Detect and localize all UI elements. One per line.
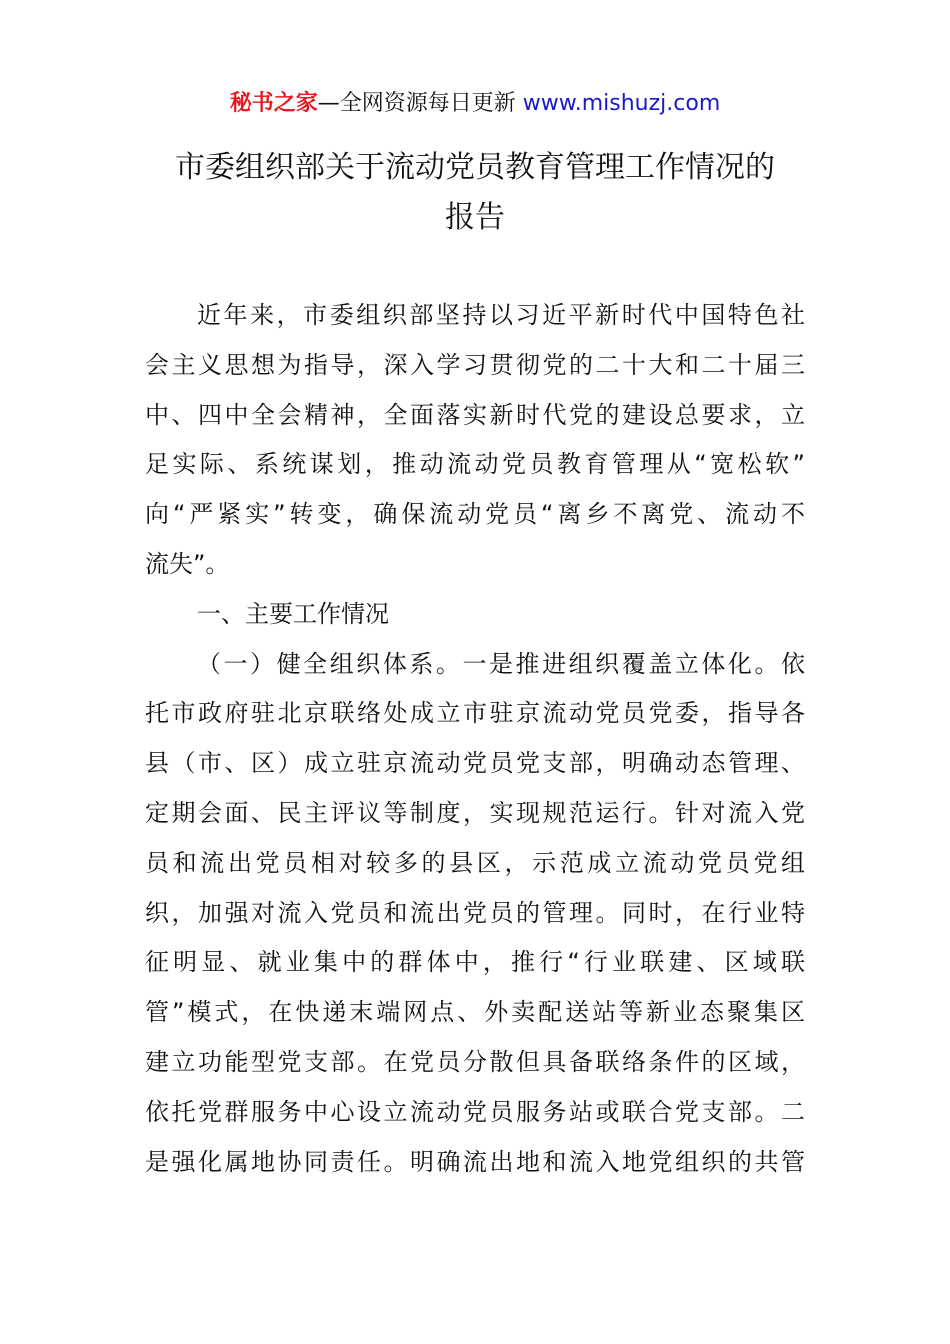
- text-line: 县（市、区）成立驻京流动党员党支部，明确动态管理、: [145, 749, 805, 778]
- paragraph: [145, 640, 805, 1188]
- text-line: 征明显、就业集中的群体中，推行“行业联建、区域联: [145, 948, 805, 977]
- text-line: 足实际、系统谋划，推动流动党员教育管理从“宽松软”: [145, 450, 805, 479]
- text-line: 是强化属地协同责任。明确流出地和流入地党组织的共管: [145, 1147, 805, 1176]
- text-line: 中、四中全会精神，全面落实新时代党的建设总要求，立: [145, 400, 805, 429]
- section-heading: [145, 590, 805, 640]
- document-title-line-1: 市委组织部关于流动党员教育管理工作情况的: [175, 150, 775, 185]
- document-title-line-2: 报告: [445, 200, 505, 235]
- text-line: 一、主要工作情况: [197, 599, 389, 628]
- text-line: 定期会面、民主评议等制度，实现规范运行。针对流入党: [145, 798, 805, 827]
- text-line: 织，加强对流入党员和流出党员的管理。同时，在行业特: [145, 898, 805, 927]
- text-line: 托市政府驻北京联络处成立市驻京流动党员党委，指导各: [145, 699, 805, 728]
- brand-name: 秘书之家: [229, 91, 318, 116]
- site-url-link[interactable]: www.mishuzj.com: [522, 91, 721, 116]
- text-line: 向“严紧实”转变，确保流动党员“离乡不离党、流动不: [145, 500, 805, 529]
- text-line: 近年来，市委组织部坚持以习近平新时代中国特色社: [197, 301, 805, 329]
- text-line: 会主义思想为指导，深入学习贯彻党的二十大和二十届三: [145, 350, 805, 379]
- document-body: [145, 291, 805, 1187]
- text-line: 依托党群服务中心设立流动党员服务站或联合党支部。二: [145, 1097, 805, 1126]
- paragraph: [145, 291, 805, 590]
- text-line: 建立功能型党支部。在党员分散但具备联络条件的区域，: [145, 1047, 805, 1076]
- text-line: 员和流出党员相对较多的县区，示范成立流动党员党组: [145, 848, 805, 877]
- text-line: 流失”。: [145, 549, 230, 578]
- text-line: （一）健全组织体系。一是推进组织覆盖立体化。依: [197, 649, 805, 678]
- text-line: 管”模式，在快递末端网点、外卖配送站等新业态聚集区: [145, 998, 805, 1027]
- site-banner: [0, 88, 950, 120]
- banner-slogan: —全网资源每日更新: [317, 91, 523, 116]
